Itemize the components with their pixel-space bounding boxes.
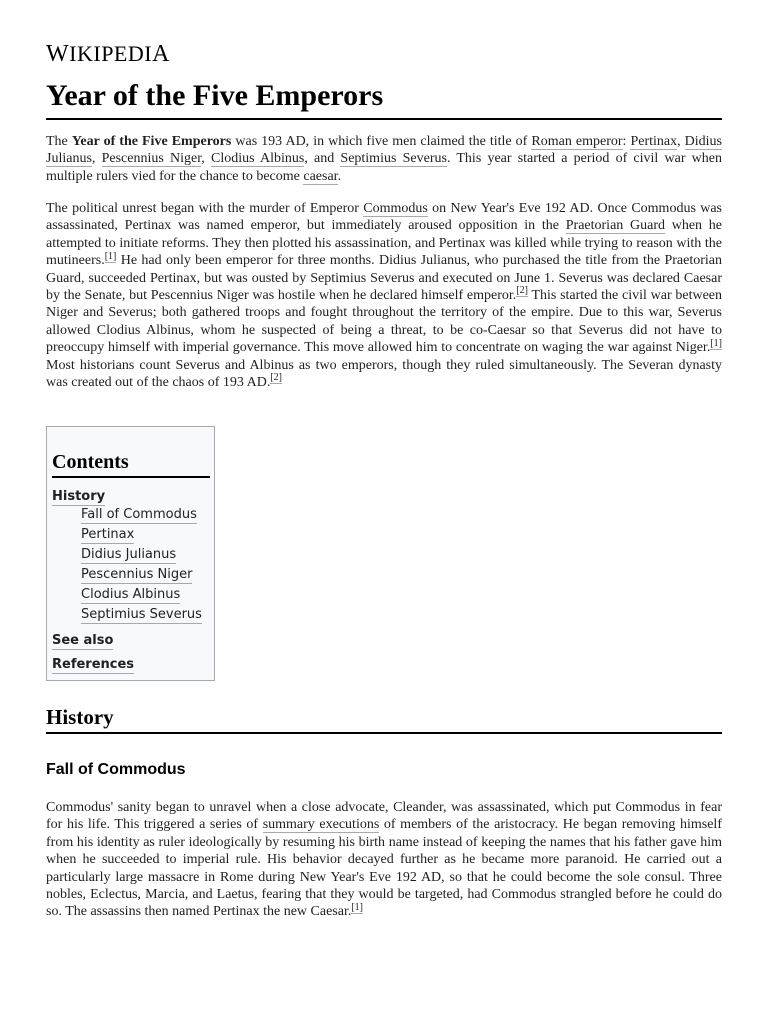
link-caesar[interactable]: caesar: [303, 168, 338, 184]
citation-link[interactable]: [1]: [710, 337, 722, 349]
intro-paragraph: The Year of the Five Emperors was 193 AD, in which five men claimed the title of Roman emperor: Pertinax, Didius Julianus, Pescennius Niger, Clodius Albinus, and Septimius Severus. This year started a period of civil war when multiple rulers vied for the chance to become caesar.: [46, 134, 723, 184]
page-title: Year of the Five Emperors: [46, 78, 722, 120]
toc-item-references[interactable]: References: [52, 657, 135, 672]
citation-link[interactable]: [1]: [351, 901, 364, 913]
toc-item-didius-julianus[interactable]: Didius Julianus: [81, 547, 177, 562]
link-praetorian-guard[interactable]: Praetorian Guard: [565, 218, 665, 234]
citation-link[interactable]: [2]: [270, 372, 282, 384]
toc-item-history[interactable]: History: [52, 489, 106, 504]
subsection-heading-fall-of-commodus: Fall of Commodus: [46, 761, 186, 778]
wikipedia-logo[interactable]: WIKIPEDIA: [46, 41, 170, 67]
citation-link[interactable]: [2]: [516, 285, 528, 297]
link-pescennius-niger[interactable]: Pescennius Niger: [101, 151, 202, 167]
table-of-contents: [46, 426, 215, 681]
fall-of-commodus-paragraph: Commodus' sanity began to unravel when a close advocate, Cleander, was assassinated, which put Commodus in fear for his life. This triggered a series of summary executions of members of the aristocracy. He began removing himself from his identity as ruler ideologically by resuming his birth name instead of keeping the names that his father gave him when he succeeded to imperial rule. His behavior decayed further as he became more paranoid. He carried out a particularly large massacre in Rome during New Year's Eve 192 AD, so that he could become the sole consul. Three nobles, Eclectus, Marcia, and Laetus, fearing that they would be targeted, had Commodus strangled before he could do so. The assassins then named Pertinax the new Caesar.[1]: [46, 800, 722, 920]
link-clodius-albinus[interactable]: Clodius Albinus: [210, 151, 305, 167]
toc-title: Contents: [52, 451, 210, 478]
political-unrest-paragraph: The political unrest began with the murder of Emperor Commodus on New Year's Eve 192 AD. Once Commodus was assassinated, Pertinax was named emperor, but immediately aroused opposition in the Praetorian Guard when he attempted to initiate reforms. They then plotted his assassination, and Pertinax was killed while trying to reason with the mutineers.[1] He had only been emperor for three months. Didius Julianus, who purchased the title from the Praetorian Guard, succeeded Pertinax, but was ousted by Septimius Severus and executed on June 1. Severus was declared Caesar by the Senate, but Pescennius Niger was hostile when he declared himself emperor.[2] This started the civil war between Niger and Severus; both gathered troops and fought throughout the territory of the empire. Due to this war, Severus allowed Clodius Albinus, whom he suspected of being a threat, to be co-Caesar so that Severus did not have to preoccupy himself with imperial governance. This move allowed him to concentrate on waging the war against Niger.[1] Most historians count Severus and Albinus as two emperors, though they ruled simultaneously. The Severan dynasty was created out of the chaos of 193 AD.[2]: [46, 201, 723, 391]
link-commodus[interactable]: Commodus: [363, 201, 428, 216]
link-summary-executions[interactable]: summary executions: [262, 817, 380, 833]
toc-item-septimius-severus[interactable]: Septimius Severus: [81, 607, 202, 622]
toc-item-pertinax[interactable]: Pertinax: [81, 527, 135, 542]
citation-link[interactable]: [1]: [104, 250, 117, 262]
toc-item-pescennius-niger[interactable]: Pescennius Niger: [81, 567, 193, 582]
link-pertinax[interactable]: Pertinax: [630, 134, 678, 149]
link-septimius-severus[interactable]: Septimius Severus: [340, 151, 447, 167]
toc-item-see-also[interactable]: See also: [52, 633, 114, 648]
link-roman-emperor[interactable]: Roman emperor: [531, 134, 623, 149]
toc-item-clodius-albinus[interactable]: Clodius Albinus: [81, 587, 181, 602]
section-heading-history: History: [46, 704, 722, 734]
link-didius-julianus[interactable]: Didius Julianus: [46, 134, 723, 167]
toc-item-fall-of-commodus[interactable]: Fall of Commodus: [81, 507, 197, 522]
